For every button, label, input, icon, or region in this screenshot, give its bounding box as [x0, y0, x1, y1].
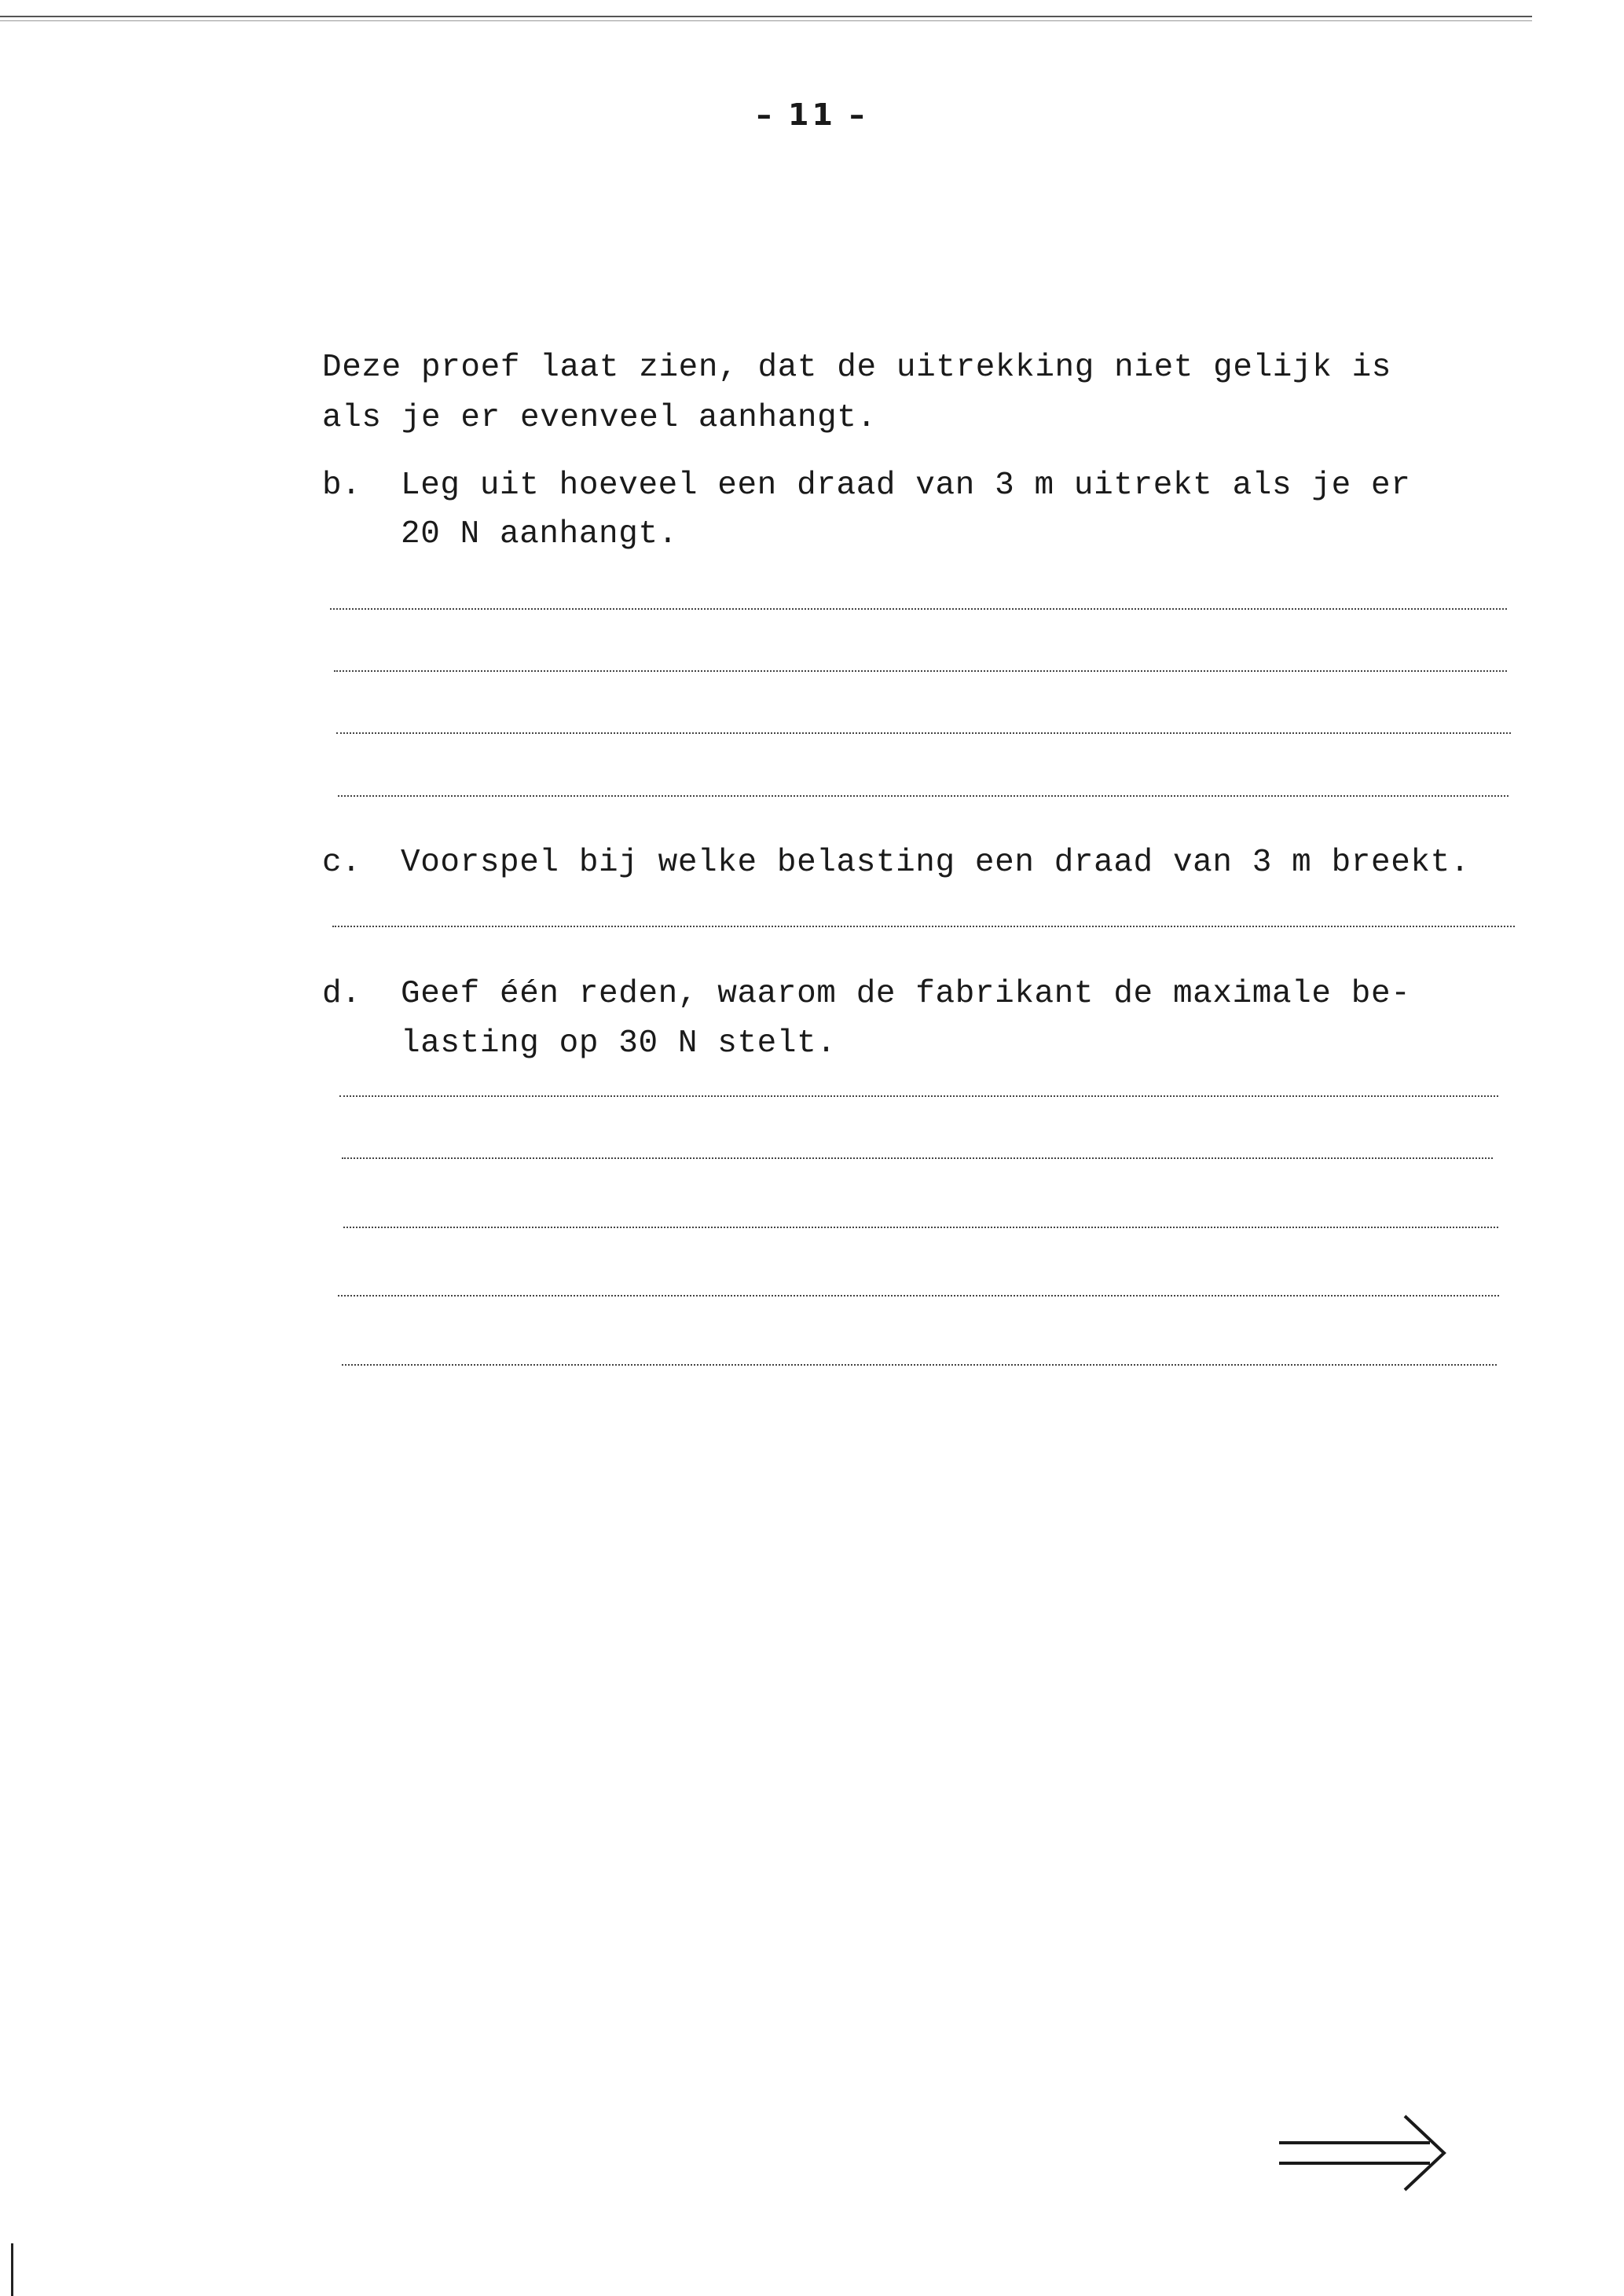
answer-line-b-4[interactable] [338, 795, 1509, 797]
top-rule [0, 16, 1532, 17]
edge-mark [11, 2243, 13, 2296]
answer-line-b-3[interactable] [336, 732, 1511, 734]
answer-line-d-4[interactable] [338, 1295, 1499, 1297]
answer-line-c-1[interactable] [332, 926, 1515, 927]
answer-line-b-1[interactable] [330, 608, 1507, 610]
answer-line-d-3[interactable] [343, 1227, 1498, 1228]
question-b-marker: b. [322, 468, 361, 504]
answer-line-d-5[interactable] [342, 1364, 1497, 1366]
question-d-line-2: lasting op 30 N stelt. [401, 1025, 837, 1062]
question-b-line-2: 20 N aanhangt. [401, 516, 678, 552]
question-c-marker: c. [322, 845, 361, 881]
intro-line-1: Deze proef laat zien, dat de uitrekking niet gelijk is [322, 350, 1392, 386]
double-right-arrow-icon [1273, 2110, 1454, 2196]
question-c-line-1: Voorspel bij welke belasting een draad van 3 m breekt. [401, 845, 1471, 881]
answer-line-d-1[interactable] [339, 1095, 1498, 1097]
answer-line-d-2[interactable] [342, 1157, 1493, 1159]
intro-line-2: als je er evenveel aanhangt. [322, 400, 877, 436]
top-rule-secondary [0, 20, 1532, 21]
question-d-line-1: Geef één reden, waarom de fabrikant de maximale be- [401, 976, 1411, 1012]
question-b-line-1: Leg uit hoeveel een draad van 3 m uitrekt als je er [401, 468, 1411, 504]
page-number: – 11 – [756, 97, 868, 132]
question-d-marker: d. [322, 976, 361, 1012]
answer-line-b-2[interactable] [334, 670, 1507, 672]
